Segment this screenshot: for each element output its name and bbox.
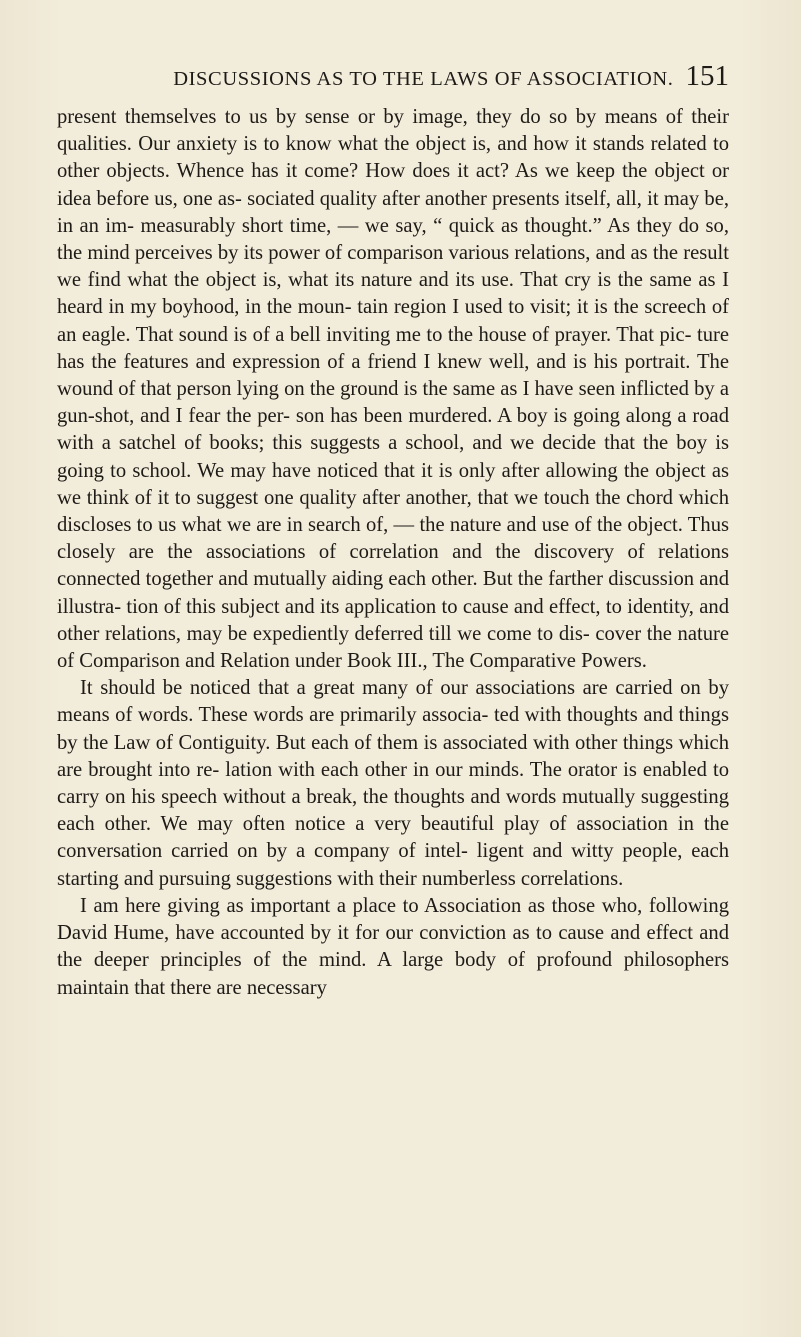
- body-text: [57, 104, 729, 1002]
- page-number: 151: [685, 60, 729, 92]
- paragraph-1: present themselves to us by sense or by image, they do so by means of their qualities. Our anxiety is to know what the object is, and how it stands related to other objects. Whence has it come? How does it act? As we keep the object or idea before us, one as- sociated quality after another presents itself, all, it may be, in an im- measurably short time, — we say, “ quick as thought.” As they do so, the mind perceives by its power of comparison various relations, and as the result we find what the object is, what its nature and its use. That cry is the same as I heard in my boyhood, in the moun- tain region I used to visit; it is the screech of an eagle. That sound is of a bell inviting me to the house of prayer. That pic- ture has the features and expression of a friend I knew well, and is his portrait. The wound of that person lying on the ground is the same as I have seen inflicted by a gun-shot, and I fear the per- son has been murdered. A boy is going along a road with a satchel of books; this suggests a school, and we decide that the boy is going to school. We may have noticed that it is only after allowing the object as we think of it to suggest one quality after another, that we touch the chord which discloses to us what we are in search of, — the nature and use of the object. Thus closely are the associations of correlation and the discovery of relations connected together and mutually aiding each other. But the farther discussion and illustra- tion of this subject and its application to cause and effect, to identity, and other relations, may be expediently deferred till we come to dis- cover the nature of Comparison and Relation under Book III., The Comparative Powers.: [57, 106, 729, 673]
- running-head: [57, 60, 729, 104]
- running-title: DISCUSSIONS AS TO THE LAWS OF ASSOCIATION.: [173, 68, 674, 90]
- paragraph-2: It should be noticed that a great many of our associations are carried on by means of words. These words are primarily associa- ted with thoughts and things by the Law of Contiguity. But each of them is associated with other things which are brought into re- lation with each other in our minds. The orator is enabled to carry on his speech without a break, the thoughts and words mutually suggesting each other. We may often notice a very beautiful play of association in the conversation carried on by a company of intel- ligent and witty people, each starting and pursuing suggestions with their numberless correlations.: [57, 677, 729, 890]
- paragraph-3: I am here giving as important a place to Association as those who, following David Hume, have accounted by it for our conviction as to cause and effect and the deeper principles of the mind. A large body of profound philosophers maintain that there are necessary: [57, 894, 729, 999]
